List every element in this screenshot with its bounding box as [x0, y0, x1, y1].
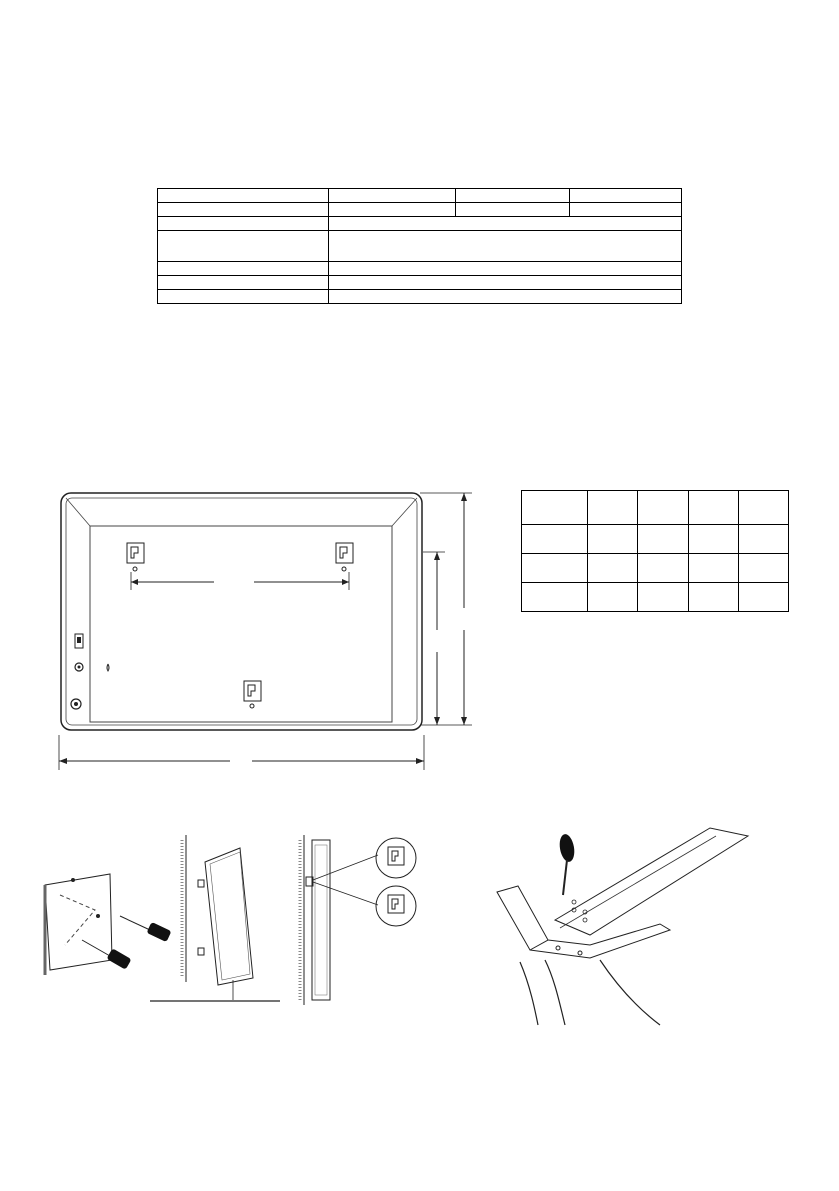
heater-body-outline — [61, 493, 422, 730]
table-row — [522, 525, 789, 554]
installation-illustrations — [0, 800, 839, 1060]
screws-icon — [572, 900, 587, 922]
wall-bracket-top-left — [127, 543, 144, 571]
removal-side-view — [300, 835, 416, 1005]
screwdriver-icon — [558, 833, 577, 863]
table-row — [522, 583, 789, 612]
wall-mount-side-view — [150, 835, 280, 1001]
ground-screw-icon — [107, 664, 109, 671]
heater-back-panel — [90, 526, 392, 722]
heater-body-inner-outline — [66, 498, 417, 725]
table-row — [522, 491, 789, 525]
wall-bracket-bottom — [244, 681, 261, 708]
dimension-table — [521, 490, 789, 612]
table-row — [522, 554, 789, 583]
feet-installation-illustration — [497, 828, 748, 1025]
wall-screws-illustration — [45, 874, 172, 975]
wall-bracket-top-right — [336, 543, 353, 571]
